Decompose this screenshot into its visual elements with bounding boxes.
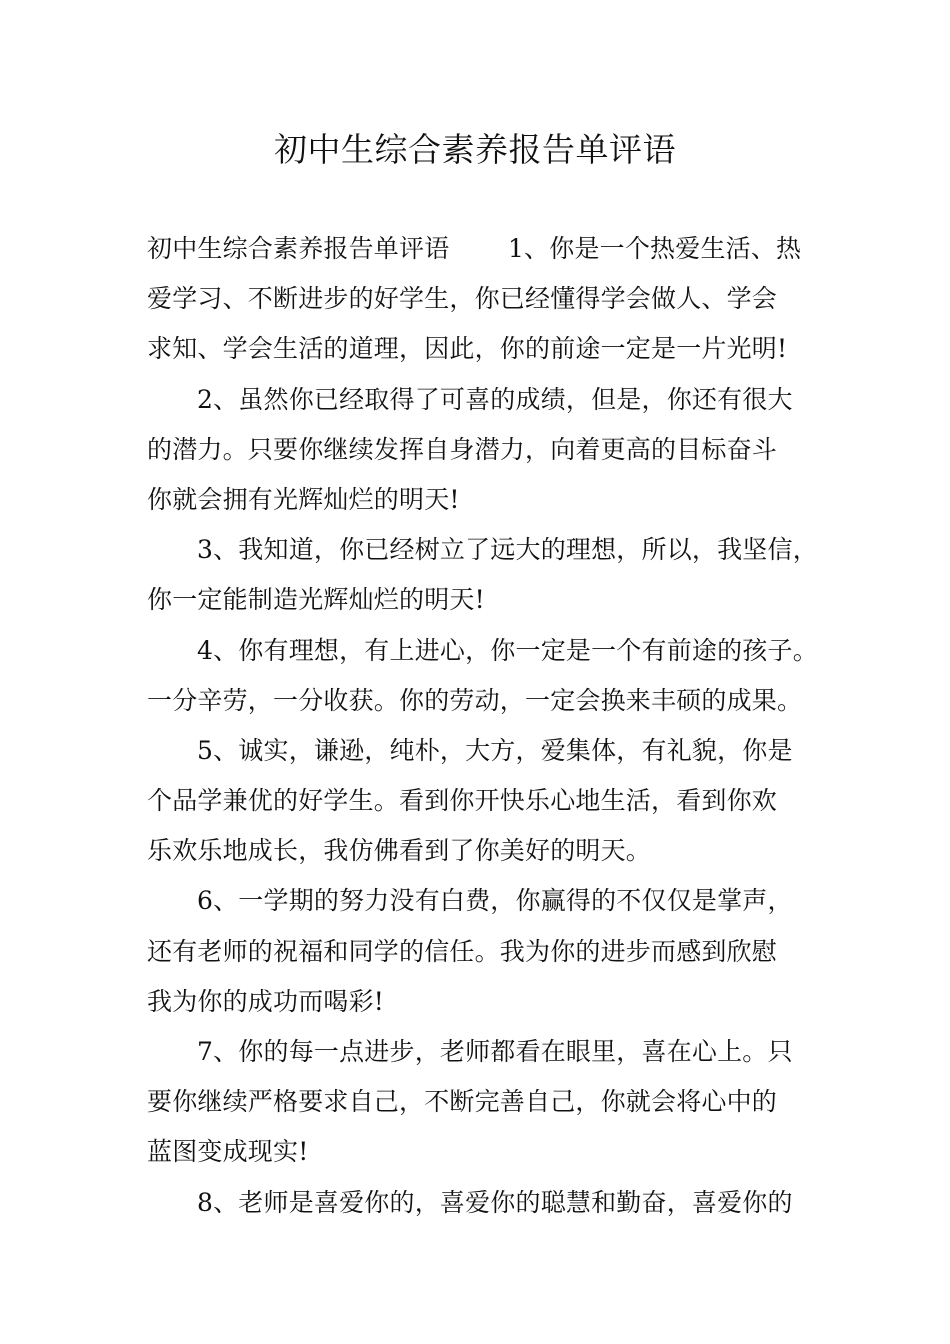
text-line: 蓝图变成现实! [147,1137,309,1167]
text-line: 6、一学期的努力没有白费，你赢得的不仅仅是掌声， [197,886,793,916]
text-line: 求知、学会生活的道理，因此，你的前途一定是一片光明! [147,334,788,364]
text-line: 初中生综合素养报告单评语 1、你是一个热爱生活、热 [147,234,802,263]
text-line: 爱学习、不断进步的好学生，你已经懂得学会做人、学会 [147,284,778,314]
text-line: 一分辛劳，一分收获。你的劳动，一定会换来丰硕的成果。 [147,685,803,715]
text-line: 乐欢乐地成长，我仿佛看到了你美好的明天。 [147,836,652,866]
text-line: 个品学兼优的好学生。看到你开快乐心地生活，看到你欢 [147,786,778,816]
text-line: 3、我知道，你已经树立了远大的理想，所以，我坚信， [197,535,818,565]
document-body [147,224,823,1228]
text-line: 要你继续严格要求自己，不断完善自己，你就会将心中的 [147,1087,778,1117]
text-line: 4、你有理想，有上进心，你一定是一个有前途的孩子。 [197,635,818,665]
document-title: 初中生综合素养报告单评语 [274,130,676,169]
text-line: 8、老师是喜爱你的，喜爱你的聪慧和勤奋，喜爱你的 [197,1187,793,1217]
text-line: 5、诚实，谦逊，纯朴，大方，爱集体，有礼貌，你是 [197,735,793,765]
text-line: 你就会拥有光辉灿烂的明天! [147,484,460,514]
text-line: 还有老师的祝福和同学的信任。我为你的进步而感到欣慰 [147,936,778,966]
text-line: 的潜力。只要你继续发挥自身潜力，向着更高的目标奋斗 [147,434,778,464]
text-line: 2、虽然你已经取得了可喜的成绩，但是，你还有很大 [197,384,793,414]
text-line: 7、你的每一点进步，老师都看在眼里，喜在心上。只 [197,1037,793,1066]
text-line: 我为你的成功而喝彩! [147,986,385,1016]
text-line: 你一定能制造光辉灿烂的明天! [147,585,485,615]
